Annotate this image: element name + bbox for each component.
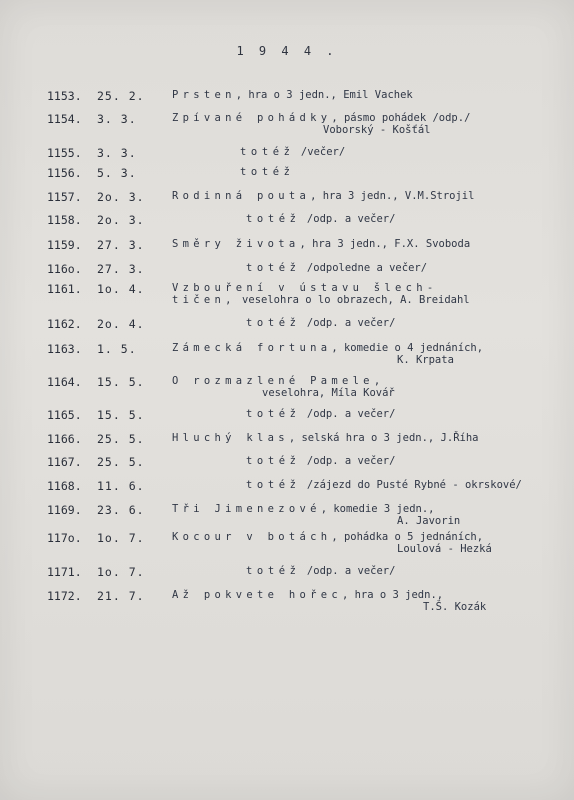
entry-number: 1167. bbox=[47, 455, 82, 469]
entry-title-line bbox=[246, 455, 395, 467]
entry-title-line bbox=[172, 503, 435, 515]
entry-number: 1164. bbox=[47, 375, 82, 389]
entry-title-line bbox=[246, 317, 395, 329]
play-title: totéž bbox=[246, 262, 301, 274]
entry-title-line bbox=[172, 531, 483, 543]
entry-number: 1159. bbox=[47, 238, 82, 252]
play-title: Tři Jimenezové bbox=[172, 503, 321, 515]
entry-date: 25. 2. bbox=[97, 89, 145, 103]
entry-date: 25. 5. bbox=[97, 455, 145, 469]
entry-date: 23. 6. bbox=[97, 503, 145, 517]
list-item bbox=[0, 589, 574, 617]
entry-details: , komedie o 4 jednáních, bbox=[331, 342, 484, 354]
entry-details: /odp. a večer/ bbox=[300, 408, 396, 420]
entry-title-line bbox=[246, 262, 427, 274]
play-title: totéž bbox=[240, 166, 295, 178]
entry-title-line bbox=[246, 565, 395, 577]
play-title: totéž bbox=[246, 408, 301, 420]
entry-date: 1o. 7. bbox=[97, 531, 145, 545]
entry-date: 15. 5. bbox=[97, 408, 145, 422]
entry-details: , pohádka o 5 jednáních, bbox=[331, 531, 484, 543]
entry-date: 1. 5. bbox=[97, 342, 137, 356]
entry-date: 2o. 3. bbox=[97, 190, 145, 204]
entry-details: /odpoledne a večer/ bbox=[300, 262, 428, 274]
entry-date: 2o. 3. bbox=[97, 213, 145, 227]
play-title: Kocour v botách bbox=[172, 531, 332, 543]
entry-title-line bbox=[172, 238, 470, 250]
entry-details: /zájezd do Pusté Rybné - okrskové/ bbox=[300, 479, 522, 491]
entry-number: 1156. bbox=[47, 166, 82, 180]
entry-details: /odp. a večer/ bbox=[300, 317, 396, 329]
entry-date: 27. 3. bbox=[97, 238, 145, 252]
entry-date: 2o. 4. bbox=[97, 317, 145, 331]
entry-date: 3. 3. bbox=[97, 112, 137, 126]
entry-author-line: K. Krpata bbox=[397, 354, 454, 366]
entry-number: 1163. bbox=[47, 342, 82, 356]
play-title: totéž bbox=[240, 146, 295, 158]
entry-author-line: Voborský - Košťál bbox=[323, 124, 431, 136]
entry-date: 25. 5. bbox=[97, 432, 145, 446]
play-title: Až pokvete hořec bbox=[172, 589, 342, 601]
entry-number: 1154. bbox=[47, 112, 82, 126]
entry-title-line bbox=[246, 213, 395, 225]
entry-number: 1168. bbox=[47, 479, 82, 493]
entry-title-line bbox=[172, 342, 483, 354]
entry-number: 1169. bbox=[47, 503, 82, 517]
play-title: Zpívané pohádky bbox=[172, 112, 332, 124]
entry-title-line bbox=[172, 375, 380, 387]
year-heading: 1 9 4 4 . bbox=[236, 44, 338, 58]
list-item bbox=[0, 112, 574, 140]
entry-title-line bbox=[172, 432, 479, 444]
entry-title-line bbox=[172, 112, 470, 124]
entry-number: 117o. bbox=[47, 531, 82, 545]
entry-title-line bbox=[172, 589, 443, 601]
play-title: Zámecká fortuna bbox=[172, 342, 332, 354]
entry-number: 1171. bbox=[47, 565, 82, 579]
entry-author-line: T.Š. Kozák bbox=[423, 601, 487, 613]
entry-details: /odp. a večer/ bbox=[300, 213, 396, 225]
play-title: totéž bbox=[246, 317, 301, 329]
entry-author-line: Loulová - Hezká bbox=[397, 543, 492, 555]
entry-details: , hra o 3 jedn., Emil Vachek bbox=[235, 89, 413, 101]
entry-number: 116o. bbox=[47, 262, 82, 276]
entry-title-line bbox=[246, 479, 522, 491]
entry-title-line bbox=[172, 282, 438, 294]
list-item bbox=[0, 213, 574, 241]
play-title: Rodinná pouta bbox=[172, 190, 311, 202]
entry-number: 1158. bbox=[47, 213, 82, 227]
entry-details: , pásmo pohádek /odp./ bbox=[331, 112, 471, 124]
entry-title-line bbox=[172, 89, 413, 101]
play-title: Prsten bbox=[172, 89, 236, 101]
entry-date: 1o. 7. bbox=[97, 565, 145, 579]
entry-date: 11. 6. bbox=[97, 479, 145, 493]
play-title: Vzbouření v ústavu šlech- bbox=[172, 282, 438, 294]
entry-date: 5. 3. bbox=[97, 166, 137, 180]
entry-title-line bbox=[240, 146, 345, 158]
entry-details: , bbox=[373, 375, 381, 387]
play-title: Hluchý klas bbox=[172, 432, 289, 444]
entry-number: 1162. bbox=[47, 317, 82, 331]
entry-title-line bbox=[172, 190, 474, 202]
play-title: Směry života bbox=[172, 238, 300, 250]
entry-details: , komedie 3 jedn., bbox=[320, 503, 435, 515]
entry-number: 1165. bbox=[47, 408, 82, 422]
entry-number: 1161. bbox=[47, 282, 82, 296]
play-title: O rozmazlené Pamele bbox=[172, 375, 374, 387]
entry-details: , hra 3 jedn., F.X. Svoboda bbox=[299, 238, 471, 250]
play-title: totéž bbox=[246, 455, 301, 467]
entry-date: 15. 5. bbox=[97, 375, 145, 389]
list-item bbox=[0, 342, 574, 370]
play-title: totéž bbox=[246, 213, 301, 225]
entry-title-line bbox=[240, 166, 295, 178]
entry-author-line: tičen, veselohra o lo obrazech, A. Breidahl bbox=[172, 294, 470, 306]
entry-number: 1166. bbox=[47, 432, 82, 446]
list-item bbox=[0, 375, 574, 403]
entry-date: 27. 3. bbox=[97, 262, 145, 276]
entry-details: , hra o 3 jedn., bbox=[341, 589, 444, 601]
entry-details: /odp. a večer/ bbox=[300, 565, 396, 577]
list-item bbox=[0, 282, 574, 310]
entry-number: 1172. bbox=[47, 589, 82, 603]
entry-title-line bbox=[246, 408, 395, 420]
entry-date: 21. 7. bbox=[97, 589, 145, 603]
entry-number: 1157. bbox=[47, 190, 82, 204]
list-item bbox=[0, 531, 574, 559]
entry-number: 1155. bbox=[47, 146, 82, 160]
play-title: totéž bbox=[246, 565, 301, 577]
play-title: totéž bbox=[246, 479, 301, 491]
list-item bbox=[0, 317, 574, 345]
entry-date: 3. 3. bbox=[97, 146, 137, 160]
entry-author-line: A. Javorin bbox=[397, 515, 461, 527]
entry-details: /večer/ bbox=[294, 146, 346, 158]
entry-details: , selská hra o 3 jedn., J.Říha bbox=[288, 432, 479, 444]
entry-number: 1153. bbox=[47, 89, 82, 103]
entry-date: 1o. 4. bbox=[97, 282, 145, 296]
entry-details: /odp. a večer/ bbox=[300, 455, 396, 467]
entry-details: , hra 3 jedn., V.M.Strojil bbox=[310, 190, 475, 202]
list-item bbox=[0, 503, 574, 531]
entry-author-line: veselohra, Míla Kovář bbox=[262, 387, 395, 399]
